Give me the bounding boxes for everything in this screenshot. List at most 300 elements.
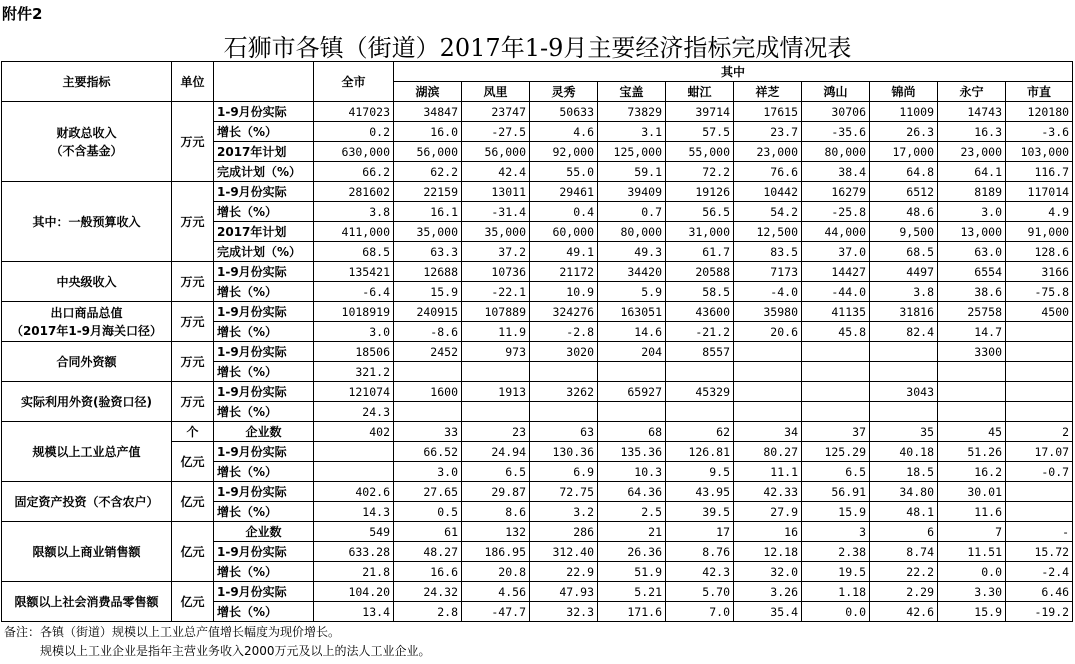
town-value: 8189 — [938, 182, 1006, 202]
town-value: 11.1 — [734, 462, 802, 482]
town-value: 30706 — [802, 102, 870, 122]
town-value: 23747 — [462, 102, 530, 122]
indicator-name-line: 合同外资额 — [56, 354, 117, 369]
town-value — [666, 362, 734, 382]
town-value: 6.9 — [530, 462, 598, 482]
town-value: 23,000 — [734, 142, 802, 162]
town-value: 3.0 — [394, 462, 462, 482]
town-value: 13011 — [462, 182, 530, 202]
town-value: 14427 — [802, 262, 870, 282]
town-value: 17615 — [734, 102, 802, 122]
indicator-name-line: 固定资产投资（不含农户） — [14, 494, 159, 509]
town-value: 10.9 — [530, 282, 598, 302]
town-value: 2452 — [394, 342, 462, 362]
town-value: 18.5 — [870, 462, 938, 482]
town-value: 4.6 — [530, 122, 598, 142]
town-value: -35.6 — [802, 122, 870, 142]
town-value — [394, 402, 462, 422]
town-value: 42.6 — [870, 602, 938, 622]
town-value: 10736 — [462, 262, 530, 282]
town-value: 324276 — [530, 302, 598, 322]
city-value: 13.4 — [314, 602, 394, 622]
town-value: 3.0 — [938, 202, 1006, 222]
town-value: 40.18 — [870, 442, 938, 462]
town-value — [938, 402, 1006, 422]
town-value: 107889 — [462, 302, 530, 322]
row-label: 企业数 — [214, 522, 314, 542]
town-value: 11009 — [870, 102, 938, 122]
town-value: 8.6 — [462, 502, 530, 522]
row-label: 增长（%） — [214, 562, 314, 582]
town-value: 49.1 — [530, 242, 598, 262]
town-value: 3.26 — [734, 582, 802, 602]
row-label: 增长（%） — [214, 122, 314, 142]
town-value: 62.2 — [394, 162, 462, 182]
town-value: 11.51 — [938, 542, 1006, 562]
footnote-2: 规模以上工业企业是指年主营业务收入2000万元及以上的法人工业企业。 — [40, 644, 431, 658]
town-value: 92,000 — [530, 142, 598, 162]
indicator-name — [2, 422, 172, 482]
town-value: -0.7 — [1006, 462, 1073, 482]
town-value: 32.3 — [530, 602, 598, 622]
town-value: 45.8 — [802, 322, 870, 342]
city-value: 21.8 — [314, 562, 394, 582]
town-value: 27.65 — [394, 482, 462, 502]
town-value — [462, 402, 530, 422]
town-value: 29461 — [530, 182, 598, 202]
town-value: 80,000 — [802, 142, 870, 162]
town-value: 0.0 — [938, 562, 1006, 582]
town-value: 312.40 — [530, 542, 598, 562]
indicator-name-line-2: （不含基金） — [50, 143, 123, 158]
town-value: 2.5 — [598, 502, 666, 522]
town-value: 63 — [530, 422, 598, 442]
indicator-name-line: 规模以上工业总产值 — [32, 444, 141, 459]
city-value: 121074 — [314, 382, 394, 402]
town-value: 6.46 — [1006, 582, 1073, 602]
row-label: 完成计划（%） — [214, 162, 314, 182]
town-value: 24.94 — [462, 442, 530, 462]
town-value: 21 — [598, 522, 666, 542]
annex-label: 附件2 — [2, 5, 43, 23]
town-value: 4.9 — [1006, 202, 1073, 222]
town-value: 8.76 — [666, 542, 734, 562]
city-value — [314, 462, 394, 482]
header-town: 湖滨 — [394, 82, 462, 102]
town-value: 7.0 — [666, 602, 734, 622]
town-value: 19.5 — [802, 562, 870, 582]
header-blank — [214, 62, 314, 102]
table-row — [2, 482, 1073, 502]
town-value: 15.72 — [1006, 542, 1073, 562]
town-value: 35 — [870, 422, 938, 442]
header-indicator: 主要指标 — [2, 62, 172, 102]
table-title: 石狮市各镇（街道）2017年1-9月主要经济指标完成情况表 — [223, 34, 852, 62]
city-value: 66.2 — [314, 162, 394, 182]
town-value: 37.0 — [802, 242, 870, 262]
unit-cell: 个 — [172, 422, 214, 442]
header-town: 永宁 — [938, 82, 1006, 102]
town-value: 2.8 — [394, 602, 462, 622]
town-value: 135.36 — [598, 442, 666, 462]
table-row — [2, 262, 1073, 282]
city-value: 417023 — [314, 102, 394, 122]
town-value: 1.18 — [802, 582, 870, 602]
unit-cell: 亿元 — [172, 522, 214, 582]
town-value: 171.6 — [598, 602, 666, 622]
town-value: 3020 — [530, 342, 598, 362]
city-value: 1018919 — [314, 302, 394, 322]
town-value: -31.4 — [462, 202, 530, 222]
city-value: -6.4 — [314, 282, 394, 302]
town-value: -8.6 — [394, 322, 462, 342]
town-value — [394, 362, 462, 382]
town-value — [1006, 482, 1073, 502]
unit-cell: 亿元 — [172, 482, 214, 522]
town-value: 11.6 — [938, 502, 1006, 522]
town-value: 24.32 — [394, 582, 462, 602]
town-value: 9.5 — [666, 462, 734, 482]
town-value: 3.2 — [530, 502, 598, 522]
row-label: 1-9月份实际 — [214, 262, 314, 282]
row-label: 增长（%） — [214, 202, 314, 222]
row-label: 1-9月份实际 — [214, 302, 314, 322]
row-label: 增长（%） — [214, 502, 314, 522]
city-value: 411,000 — [314, 222, 394, 242]
town-value: 56.5 — [666, 202, 734, 222]
indicator-name-line: 实际利用外资(验资口径) — [21, 394, 152, 409]
town-value: 125,000 — [598, 142, 666, 162]
header-town: 灵秀 — [530, 82, 598, 102]
city-value: 630,000 — [314, 142, 394, 162]
header-town: 宝盖 — [598, 82, 666, 102]
town-value — [666, 402, 734, 422]
unit-cell: 万元 — [172, 382, 214, 422]
city-value: 24.3 — [314, 402, 394, 422]
indicator-name-line-2: （2017年1-9月海关口径） — [10, 323, 163, 338]
indicator-name — [2, 102, 172, 182]
town-value: 240915 — [394, 302, 462, 322]
town-value: 56,000 — [462, 142, 530, 162]
town-value — [1006, 402, 1073, 422]
town-value: 8557 — [666, 342, 734, 362]
town-value: 37 — [802, 422, 870, 442]
city-value: 135421 — [314, 262, 394, 282]
table-row — [2, 582, 1073, 602]
town-value: 14.7 — [938, 322, 1006, 342]
table-row — [2, 182, 1073, 202]
town-value: 3166 — [1006, 262, 1073, 282]
town-value: 34420 — [598, 262, 666, 282]
town-value: 61 — [394, 522, 462, 542]
header-unit: 单位 — [172, 62, 214, 102]
city-value: 3.8 — [314, 202, 394, 222]
town-value: 12.18 — [734, 542, 802, 562]
town-value: 3043 — [870, 382, 938, 402]
town-value: 37.2 — [462, 242, 530, 262]
header-of-which: 其中 — [394, 62, 1073, 82]
town-value: 56,000 — [394, 142, 462, 162]
town-value: 34.80 — [870, 482, 938, 502]
unit-cell: 亿元 — [172, 582, 214, 622]
town-value: 83.5 — [734, 242, 802, 262]
town-value — [734, 402, 802, 422]
indicator-name — [2, 522, 172, 582]
town-value: 15.9 — [394, 282, 462, 302]
town-value: 7 — [938, 522, 1006, 542]
town-value: 17 — [666, 522, 734, 542]
town-value: 41135 — [802, 302, 870, 322]
town-value: -47.7 — [462, 602, 530, 622]
row-label: 1-9月份实际 — [214, 382, 314, 402]
city-value — [314, 442, 394, 462]
town-value: 8.74 — [870, 542, 938, 562]
indicator-name — [2, 302, 172, 342]
town-value — [734, 342, 802, 362]
town-value: 15.9 — [802, 502, 870, 522]
town-value: 33 — [394, 422, 462, 442]
row-label: 2017年计划 — [214, 222, 314, 242]
town-value: 51.26 — [938, 442, 1006, 462]
town-value: 39.5 — [666, 502, 734, 522]
town-value — [1006, 342, 1073, 362]
indicator-name — [2, 582, 172, 622]
header-town: 蚶江 — [666, 82, 734, 102]
unit-cell: 万元 — [172, 182, 214, 262]
town-value: 68 — [598, 422, 666, 442]
town-value — [870, 342, 938, 362]
town-value: 23.7 — [734, 122, 802, 142]
town-value: 30.01 — [938, 482, 1006, 502]
table-row — [2, 102, 1073, 122]
indicator-name — [2, 382, 172, 422]
town-value: 64.36 — [598, 482, 666, 502]
town-value: 20.6 — [734, 322, 802, 342]
town-value: 3.8 — [870, 282, 938, 302]
town-value — [802, 342, 870, 362]
header-town: 鸿山 — [802, 82, 870, 102]
table-row — [2, 522, 1073, 542]
indicator-name — [2, 342, 172, 382]
header-town: 祥芝 — [734, 82, 802, 102]
town-value: 64.1 — [938, 162, 1006, 182]
town-value: 39714 — [666, 102, 734, 122]
indicator-name-line: 其中：一般预算收入 — [32, 214, 141, 229]
town-value: 0.7 — [598, 202, 666, 222]
town-value: 68.5 — [870, 242, 938, 262]
city-value: 633.28 — [314, 542, 394, 562]
town-value: 35,000 — [462, 222, 530, 242]
town-value: 61.7 — [666, 242, 734, 262]
town-value — [938, 362, 1006, 382]
town-value: 17.07 — [1006, 442, 1073, 462]
town-value — [802, 382, 870, 402]
city-value: 104.20 — [314, 582, 394, 602]
town-value: 3300 — [938, 342, 1006, 362]
town-value: 27.9 — [734, 502, 802, 522]
town-value: 186.95 — [462, 542, 530, 562]
town-value: 5.70 — [666, 582, 734, 602]
row-label: 企业数 — [214, 422, 314, 442]
town-value — [1006, 322, 1073, 342]
town-value: -22.1 — [462, 282, 530, 302]
town-value: 13,000 — [938, 222, 1006, 242]
town-value — [462, 362, 530, 382]
town-value: 58.5 — [666, 282, 734, 302]
town-value: 3.30 — [938, 582, 1006, 602]
town-value — [734, 362, 802, 382]
town-value: 16.3 — [938, 122, 1006, 142]
town-value: 91,000 — [1006, 222, 1073, 242]
town-value: 72.2 — [666, 162, 734, 182]
town-value: 132 — [462, 522, 530, 542]
town-value — [1006, 362, 1073, 382]
town-value: -4.0 — [734, 282, 802, 302]
town-value: 0.4 — [530, 202, 598, 222]
row-label: 2017年计划 — [214, 142, 314, 162]
town-value: 42.33 — [734, 482, 802, 502]
town-value: -21.2 — [666, 322, 734, 342]
town-value: -2.4 — [1006, 562, 1073, 582]
town-value: 34847 — [394, 102, 462, 122]
header-town: 市直 — [1006, 82, 1073, 102]
town-value: 26.36 — [598, 542, 666, 562]
town-value: 31816 — [870, 302, 938, 322]
row-label: 1-9月份实际 — [214, 102, 314, 122]
town-value — [598, 362, 666, 382]
town-value: 1600 — [394, 382, 462, 402]
town-value: 55,000 — [666, 142, 734, 162]
town-value: 10.3 — [598, 462, 666, 482]
town-value: 116.7 — [1006, 162, 1073, 182]
town-value: 3262 — [530, 382, 598, 402]
town-value: 120180 — [1006, 102, 1073, 122]
town-value: 59.1 — [598, 162, 666, 182]
town-value — [802, 402, 870, 422]
table-row — [2, 342, 1073, 362]
town-value: 15.9 — [938, 602, 1006, 622]
row-label: 完成计划（%） — [214, 242, 314, 262]
town-value: 35,000 — [394, 222, 462, 242]
town-value: 128.6 — [1006, 242, 1073, 262]
town-value — [870, 402, 938, 422]
indicator-name — [2, 262, 172, 302]
table-row — [2, 382, 1073, 402]
town-value — [938, 382, 1006, 402]
town-value: 65927 — [598, 382, 666, 402]
header-city: 全市 — [314, 62, 394, 102]
town-value: 9,500 — [870, 222, 938, 242]
town-value: 6512 — [870, 182, 938, 202]
town-value — [1006, 502, 1073, 522]
town-value: 5.21 — [598, 582, 666, 602]
town-value: 23,000 — [938, 142, 1006, 162]
town-value: 76.6 — [734, 162, 802, 182]
town-value: 2 — [1006, 422, 1073, 442]
town-value: 23 — [462, 422, 530, 442]
table-row — [2, 422, 1073, 442]
town-value: 35980 — [734, 302, 802, 322]
header-town: 锦尚 — [870, 82, 938, 102]
town-value: 34 — [734, 422, 802, 442]
town-value: 14.6 — [598, 322, 666, 342]
city-value: 68.5 — [314, 242, 394, 262]
town-value: 6554 — [938, 262, 1006, 282]
town-value: 3 — [802, 522, 870, 542]
town-value: 4497 — [870, 262, 938, 282]
town-value — [802, 362, 870, 382]
indicator-name-line: 财政总收入 — [56, 125, 117, 140]
row-label: 增长（%） — [214, 462, 314, 482]
row-label: 1-9月份实际 — [214, 342, 314, 362]
city-value: 549 — [314, 522, 394, 542]
row-label: 增长（%） — [214, 362, 314, 382]
indicator-name — [2, 482, 172, 522]
row-label: 1-9月份实际 — [214, 182, 314, 202]
city-value: 402.6 — [314, 482, 394, 502]
town-value: 66.52 — [394, 442, 462, 462]
town-value: 38.4 — [802, 162, 870, 182]
town-value: 43600 — [666, 302, 734, 322]
town-value: -25.8 — [802, 202, 870, 222]
town-value: 44,000 — [802, 222, 870, 242]
town-value: 63.0 — [938, 242, 1006, 262]
city-value: 321.2 — [314, 362, 394, 382]
town-value — [530, 402, 598, 422]
city-value: 18506 — [314, 342, 394, 362]
town-value: -19.2 — [1006, 602, 1073, 622]
town-value: 126.81 — [666, 442, 734, 462]
town-value: 19126 — [666, 182, 734, 202]
city-value: 3.0 — [314, 322, 394, 342]
town-value: 45 — [938, 422, 1006, 442]
town-value — [1006, 382, 1073, 402]
town-value: 32.0 — [734, 562, 802, 582]
town-value: 48.27 — [394, 542, 462, 562]
town-value: 204 — [598, 342, 666, 362]
town-value: 2.38 — [802, 542, 870, 562]
town-value: 55.0 — [530, 162, 598, 182]
town-value: 45329 — [666, 382, 734, 402]
town-value: 22159 — [394, 182, 462, 202]
town-value: 60,000 — [530, 222, 598, 242]
town-value: 10442 — [734, 182, 802, 202]
indicator-table — [1, 61, 1073, 622]
town-value: 3.1 — [598, 122, 666, 142]
town-value: 39409 — [598, 182, 666, 202]
town-value: 103,000 — [1006, 142, 1073, 162]
town-value: 6 — [870, 522, 938, 542]
town-value: 4500 — [1006, 302, 1073, 322]
town-value: 38.6 — [938, 282, 1006, 302]
city-value: 0.2 — [314, 122, 394, 142]
row-label: 1-9月份实际 — [214, 442, 314, 462]
row-label: 1-9月份实际 — [214, 542, 314, 562]
town-value: 117014 — [1006, 182, 1073, 202]
town-value: 54.2 — [734, 202, 802, 222]
row-label: 1-9月份实际 — [214, 582, 314, 602]
row-label: 增长（%） — [214, 322, 314, 342]
header-town: 凤里 — [462, 82, 530, 102]
town-value: 51.9 — [598, 562, 666, 582]
town-value: 25758 — [938, 302, 1006, 322]
footnote-1: 备注：各镇（街道）规模以上工业总产值增长幅度为现价增长。 — [4, 625, 341, 639]
city-value: 14.3 — [314, 502, 394, 522]
town-value: 11.9 — [462, 322, 530, 342]
town-value: 6.5 — [802, 462, 870, 482]
town-value: 26.3 — [870, 122, 938, 142]
town-value: 163051 — [598, 302, 666, 322]
